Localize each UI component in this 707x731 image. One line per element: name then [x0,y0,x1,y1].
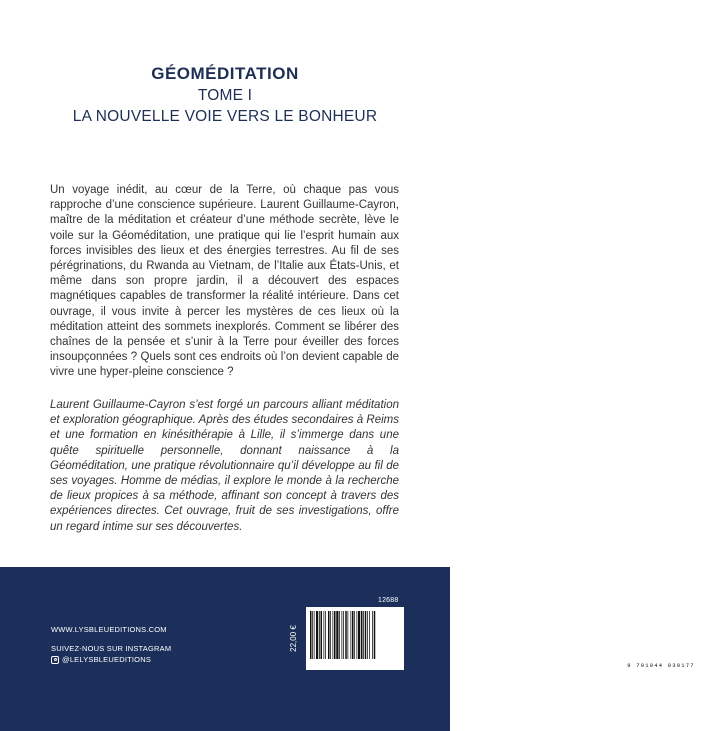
price-label-wrap [286,612,300,664]
reference-number: 12688 [378,597,399,604]
summary-paragraph: Un voyage inédit, au cœur de la Terre, où chaque pas vous rapproche d’une conscience supérieure. Laurent Guillaume-Cayron, maître de la méditation et créateur d’une méthode secrète, lève le voile sur la Géoméditation, une pratique qui lie l’esprit humain aux forces invisibles des lieux et des énergies terrestres. Au fil de ses pérégrinations, du Rwanda au Vietnam, de l’Italie aux États-Unis, et même dans son propre jardin, il a découvert des espaces magnétiques capables de transformer la réalité intérieure. Dans cet ouvrage, il vous invite à percer les mystères de ces lieux où la méditation atteint des sommets inexplorés. Comment se libérer des chaînes de la pensée et s’unir à la Terre pour éveiller des forces insoupçonnées ? Quels sont ces endroits où l’on devient capable de vivre une hyper-pleine conscience ? [50,184,399,379]
book-title: GÉOMÉDITATION [151,64,299,83]
author-bio-paragraph: Laurent Guillaume-Cayron s’est forgé un parcours alliant méditation et exploration géographique. Après des études secondaires à Reims et une formation en kinésithérapie à Lille, il s’immerge dans une quête spirituelle personnelle, donnant naissance à la Géoméditation, une pratique révolutionnaire qu’il développe au fil de ses voyages. Homme de médias, il explore le monde à la recherche de lieux propices à sa méthode, affinant son concept à travers des expériences directes. Cet ouvrage, fruit de ses investigations, offre un regard intime sur ses découvertes. [50,399,399,533]
instagram-icon [51,656,59,664]
instagram-follow-label: SUIVEZ-NOUS SUR INSTAGRAM [51,644,172,653]
barcode-icon [306,607,404,663]
website-link[interactable]: WWW.LYSBLEUEDITIONS.COM [51,625,167,634]
barcode [306,607,695,670]
instagram-handle: @LELYSBLEUEDITIONS [62,655,152,664]
tome-label: TOME I [197,87,253,104]
book-subtitle: LA NOUVELLE VOIE VERS LE BONHEUR [72,108,378,125]
instagram-handle-row[interactable] [51,655,151,664]
title-block [0,64,450,126]
price-label: 22,00 € [288,624,298,652]
isbn-digits: 9 791044 030177 [627,662,695,669]
